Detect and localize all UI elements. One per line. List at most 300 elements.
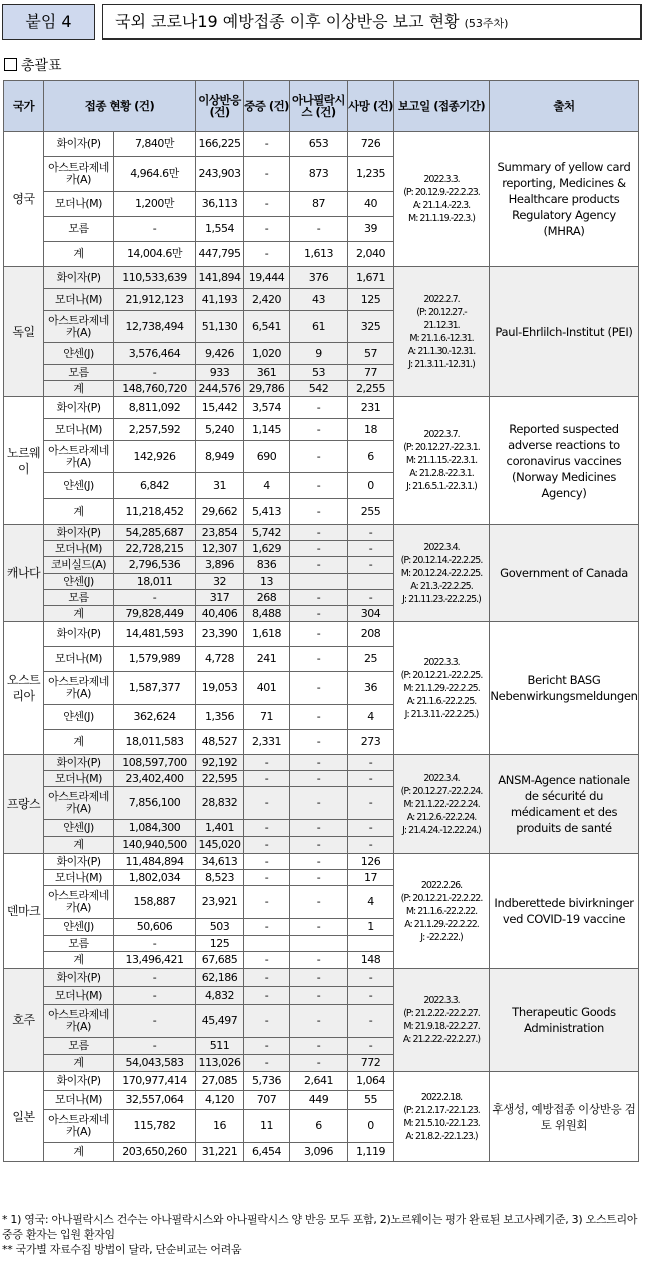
vaccine-name: 화이자(P) <box>44 525 114 541</box>
cell-anaph: - <box>290 441 348 473</box>
table-header <box>4 81 639 132</box>
cell-adverse: 22,595 <box>196 771 244 787</box>
cell-death: - <box>348 525 394 541</box>
country-group <box>4 854 639 969</box>
cell-severe: - <box>244 787 290 820</box>
cell-adverse: 244,576 <box>196 381 244 397</box>
cell-severe: - <box>244 771 290 787</box>
vaccine-name: 모더나(M) <box>44 647 114 672</box>
cell-doses: 18,011 <box>114 574 196 590</box>
vaccine-name: 화이자(P) <box>44 622 114 647</box>
cell-doses: 115,782 <box>114 1110 196 1143</box>
cell-death: 726 <box>348 132 394 157</box>
cell-doses: 140,940,500 <box>114 837 196 854</box>
cell-anaph: - <box>290 730 348 755</box>
cell-death: - <box>348 969 394 987</box>
vaccine-name: 코비실드(A) <box>44 557 114 574</box>
cell-death: - <box>348 837 394 854</box>
cell-adverse: 92,192 <box>196 755 244 771</box>
vaccine-name: 화이자(P) <box>44 854 114 870</box>
vaccine-name: 아스트라제네카(A) <box>44 787 114 820</box>
cell-doses: 3,576,464 <box>114 343 196 365</box>
total-label: 계 <box>44 1143 114 1162</box>
cell-anaph: - <box>290 557 348 574</box>
cell-doses: 11,484,894 <box>114 854 196 870</box>
cell-anaph: - <box>290 419 348 441</box>
cell-doses: - <box>114 217 196 242</box>
cell-severe: 5,736 <box>244 1072 290 1091</box>
cell-death <box>348 574 394 590</box>
cell-doses: 7,856,100 <box>114 787 196 820</box>
cell-anaph: 6 <box>290 1110 348 1143</box>
cell-death: - <box>348 787 394 820</box>
cell-death: 148 <box>348 952 394 969</box>
col-header-adverse: 이상반응 (건) <box>196 81 244 132</box>
cell-doses: 23,402,400 <box>114 771 196 787</box>
report-date: 2022.3.3. (P: 20.12.21.-22.2.25. M: 21.1.29.-22.2.25. A: 21.1.6.-22.2.25. J: 21.3.11.-22.2.25.) <box>394 622 490 755</box>
cell-anaph: 449 <box>290 1091 348 1110</box>
cell-adverse: 141,894 <box>196 267 244 289</box>
cell-adverse: 4,832 <box>196 987 244 1005</box>
vaccine-name: 얀센(J) <box>44 705 114 730</box>
cell-anaph: - <box>290 473 348 499</box>
data-source: Summary of yellow card reporting, Medicines & Healthcare products Regulatory Agency (MHRA) <box>490 132 639 267</box>
cell-adverse: 1,554 <box>196 217 244 242</box>
cell-doses: 18,011,583 <box>114 730 196 755</box>
country-name: 일본 <box>4 1072 44 1162</box>
cell-severe: - <box>244 870 290 886</box>
cell-doses: 158,887 <box>114 886 196 919</box>
cell-anaph: - <box>290 541 348 557</box>
cell-adverse: 503 <box>196 919 244 936</box>
cell-severe: - <box>244 837 290 854</box>
cell-adverse: 15,442 <box>196 397 244 419</box>
cell-adverse: 62,186 <box>196 969 244 987</box>
cell-severe: 5,413 <box>244 499 290 525</box>
cell-severe: 268 <box>244 590 290 606</box>
section-heading <box>4 55 62 75</box>
page-title-suffix: (53주차) <box>464 17 509 30</box>
cell-death: 2,040 <box>348 242 394 267</box>
cell-death: 208 <box>348 622 394 647</box>
data-source: Paul-Ehrlilch-Institut (PEI) <box>490 267 639 397</box>
cell-anaph: - <box>290 590 348 606</box>
cell-severe: 3,574 <box>244 397 290 419</box>
country-name: 독일 <box>4 267 44 397</box>
cell-anaph: - <box>290 217 348 242</box>
cell-doses: - <box>114 1038 196 1055</box>
table-row <box>4 1072 639 1091</box>
vaccine-name: 모름 <box>44 590 114 606</box>
cell-severe: 1,145 <box>244 419 290 441</box>
cell-doses: 110,533,639 <box>114 267 196 289</box>
country-name: 호주 <box>4 969 44 1072</box>
cell-anaph <box>290 574 348 590</box>
table-row <box>4 854 639 870</box>
cell-doses: 6,842 <box>114 473 196 499</box>
cell-anaph: - <box>290 1055 348 1072</box>
cell-adverse: 447,795 <box>196 242 244 267</box>
cell-severe: 690 <box>244 441 290 473</box>
cell-severe: 2,331 <box>244 730 290 755</box>
cell-severe: 4 <box>244 473 290 499</box>
cell-anaph: - <box>290 820 348 837</box>
country-group <box>4 397 639 525</box>
cell-doses: 148,760,720 <box>114 381 196 397</box>
vaccine-name: 모름 <box>44 936 114 952</box>
cell-anaph <box>290 936 348 952</box>
cell-adverse: 28,832 <box>196 787 244 820</box>
data-source: 후생성, 예방접종 이상반응 검토 위원회 <box>490 1072 639 1162</box>
col-header-death: 사망 (건) <box>348 81 394 132</box>
vaccine-name: 화이자(P) <box>44 1072 114 1091</box>
cell-adverse: 145,020 <box>196 837 244 854</box>
cell-severe: 1,020 <box>244 343 290 365</box>
vaccine-name: 아스트라제네카(A) <box>44 1110 114 1143</box>
country-group <box>4 1072 639 1162</box>
cell-severe: - <box>244 242 290 267</box>
cell-severe: 401 <box>244 672 290 705</box>
cell-anaph: - <box>290 397 348 419</box>
cell-death: 1,235 <box>348 157 394 192</box>
cell-severe: - <box>244 217 290 242</box>
cell-death: 1,671 <box>348 267 394 289</box>
vaccine-name: 아스트라제네카(A) <box>44 157 114 192</box>
cell-severe: 8,488 <box>244 606 290 622</box>
cell-doses: 54,043,583 <box>114 1055 196 1072</box>
cell-death: 0 <box>348 473 394 499</box>
cell-anaph: - <box>290 1038 348 1055</box>
col-header-anaphylaxis: 아나필락시스 (건) <box>290 81 348 132</box>
cell-severe: 71 <box>244 705 290 730</box>
cell-anaph: 873 <box>290 157 348 192</box>
cell-adverse: 23,854 <box>196 525 244 541</box>
cell-doses: 12,738,494 <box>114 311 196 343</box>
cell-doses: 108,597,700 <box>114 755 196 771</box>
cell-death: - <box>348 1005 394 1038</box>
cell-doses: 1,579,989 <box>114 647 196 672</box>
cell-death: 2,255 <box>348 381 394 397</box>
cell-severe: - <box>244 755 290 771</box>
table-row <box>4 755 639 771</box>
cell-doses: 2,796,536 <box>114 557 196 574</box>
cell-death: - <box>348 987 394 1005</box>
cell-severe: - <box>244 157 290 192</box>
vaccine-name: 아스트라제네카(A) <box>44 311 114 343</box>
col-header-severe: 중증 (건) <box>244 81 290 132</box>
cell-severe: 836 <box>244 557 290 574</box>
cell-severe: 1,618 <box>244 622 290 647</box>
total-label: 계 <box>44 242 114 267</box>
cell-death: - <box>348 590 394 606</box>
cell-doses: 14,004.6만 <box>114 242 196 267</box>
cell-severe: 6,454 <box>244 1143 290 1162</box>
cell-doses: 32,557,064 <box>114 1091 196 1110</box>
cell-anaph: - <box>290 987 348 1005</box>
vaccine-name: 화이자(P) <box>44 397 114 419</box>
cell-anaph: 542 <box>290 381 348 397</box>
cell-adverse: 4,728 <box>196 647 244 672</box>
cell-death: 17 <box>348 870 394 886</box>
vaccine-name: 모름 <box>44 365 114 381</box>
data-source: Indberettede bivirkninger ved COVID-19 vaccine <box>490 854 639 969</box>
cell-severe: 5,742 <box>244 525 290 541</box>
cell-adverse: 51,130 <box>196 311 244 343</box>
footnote-1: * 1) 영국: 아나필락시스 건수는 아나필락시스와 아나필락시스 양 반응 모두 포함, 2)노르웨이는 평가 완료된 보고사례기준, 3) 오스트리아 중증 환자는 입원 환자임 <box>2 1213 638 1241</box>
cell-doses: 11,218,452 <box>114 499 196 525</box>
footnotes <box>2 1212 646 1257</box>
cell-anaph: - <box>290 525 348 541</box>
cell-doses: 7,840만 <box>114 132 196 157</box>
data-source: Reported suspected adverse reactions to coronavirus vaccines (Norway Medicines Agency) <box>490 397 639 525</box>
vaccine-name: 화이자(P) <box>44 132 114 157</box>
cell-death: - <box>348 820 394 837</box>
cell-death: 4 <box>348 886 394 919</box>
vaccine-name: 얀센(J) <box>44 919 114 936</box>
cell-death <box>348 936 394 952</box>
cell-severe: 29,786 <box>244 381 290 397</box>
cell-adverse: 9,426 <box>196 343 244 365</box>
total-label: 계 <box>44 499 114 525</box>
cell-adverse: 34,613 <box>196 854 244 870</box>
cell-anaph: 61 <box>290 311 348 343</box>
summary-table <box>3 80 639 1162</box>
cell-death: - <box>348 755 394 771</box>
cell-adverse: 48,527 <box>196 730 244 755</box>
country-group <box>4 622 639 755</box>
cell-anaph: 653 <box>290 132 348 157</box>
cell-death: - <box>348 557 394 574</box>
country-name: 캐나다 <box>4 525 44 622</box>
cell-death: 1,119 <box>348 1143 394 1162</box>
cell-severe: 19,444 <box>244 267 290 289</box>
cell-doses: 1,802,034 <box>114 870 196 886</box>
report-date: 2022.3.4. (P: 20.12.27.-22.2.24. M: 21.1.22.-22.2.24. A: 21.2.6.-22.2.24. J: 21.4.24.-12.22.24.) <box>394 755 490 854</box>
cell-doses: 8,811,092 <box>114 397 196 419</box>
cell-severe: - <box>244 192 290 217</box>
col-header-report-date: 보고일 (접종기간) <box>394 81 490 132</box>
col-header-country: 국가 <box>4 81 44 132</box>
cell-death: 255 <box>348 499 394 525</box>
cell-adverse: 31,221 <box>196 1143 244 1162</box>
cell-adverse: 933 <box>196 365 244 381</box>
cell-anaph: - <box>290 919 348 936</box>
cell-severe: 361 <box>244 365 290 381</box>
cell-anaph: 1,613 <box>290 242 348 267</box>
cell-doses: 1,084,300 <box>114 820 196 837</box>
section-label: 총괄표 <box>21 58 62 74</box>
cell-adverse: 29,662 <box>196 499 244 525</box>
cell-death: - <box>348 771 394 787</box>
cell-doses: 170,977,414 <box>114 1072 196 1091</box>
country-name: 영국 <box>4 132 44 267</box>
cell-anaph: - <box>290 771 348 787</box>
data-source: Bericht BASG Nebenwirkungsmeldungen <box>490 622 639 755</box>
cell-anaph: - <box>290 606 348 622</box>
cell-severe: - <box>244 1005 290 1038</box>
report-date: 2022.3.4. (P: 20.12.14.-22.2.25. M: 20.12.24.-22.2.25. A: 21.3.-22.2.25. J: 21.11.23.-22.2.25.) <box>394 525 490 622</box>
cell-death: 772 <box>348 1055 394 1072</box>
cell-adverse: 3,896 <box>196 557 244 574</box>
cell-severe: 11 <box>244 1110 290 1143</box>
data-source: Therapeutic Goods Administration <box>490 969 639 1072</box>
cell-death: 273 <box>348 730 394 755</box>
cell-adverse: 125 <box>196 936 244 952</box>
cell-doses: 50,606 <box>114 919 196 936</box>
cell-adverse: 16 <box>196 1110 244 1143</box>
cell-death: 39 <box>348 217 394 242</box>
vaccine-name: 얀센(J) <box>44 574 114 590</box>
table-row <box>4 267 639 289</box>
cell-adverse: 4,120 <box>196 1091 244 1110</box>
cell-death: 4 <box>348 705 394 730</box>
cell-anaph: - <box>290 969 348 987</box>
cell-doses: - <box>114 590 196 606</box>
page-header <box>2 4 642 42</box>
country-group <box>4 267 639 397</box>
attachment-badge: 붙임 4 <box>2 4 95 40</box>
cell-severe: 241 <box>244 647 290 672</box>
vaccine-name: 모더나(M) <box>44 289 114 311</box>
cell-anaph: - <box>290 952 348 969</box>
vaccine-name: 아스트라제네카(A) <box>44 672 114 705</box>
report-date: 2022.3.3. (P: 21.2.22.-22.2.27. M: 21.9.18.-22.2.27. A: 21.2.22.-22.2.27.) <box>394 969 490 1072</box>
cell-death: 77 <box>348 365 394 381</box>
cell-adverse: 23,921 <box>196 886 244 919</box>
report-date: 2022.2.18. (P: 21.2.17.-22.1.23. M: 21.5.10.-22.1.23. A: 21.8.2.-22.1.23.) <box>394 1072 490 1162</box>
country-name: 노르웨이 <box>4 397 44 525</box>
cell-adverse: 1,401 <box>196 820 244 837</box>
cell-doses: 21,912,123 <box>114 289 196 311</box>
vaccine-name: 모더나(M) <box>44 419 114 441</box>
cell-doses: 2,257,592 <box>114 419 196 441</box>
col-header-source: 출처 <box>490 81 639 132</box>
country-group <box>4 132 639 267</box>
cell-doses: 142,926 <box>114 441 196 473</box>
cell-adverse: 5,240 <box>196 419 244 441</box>
cell-adverse: 113,026 <box>196 1055 244 1072</box>
country-group <box>4 969 639 1072</box>
cell-death: 55 <box>348 1091 394 1110</box>
page-title <box>102 4 642 40</box>
cell-adverse: 12,307 <box>196 541 244 557</box>
cell-doses: - <box>114 365 196 381</box>
cell-adverse: 45,497 <box>196 1005 244 1038</box>
data-source: ANSM-Agence nationale de sécurité du médicament et des produits de santé <box>490 755 639 854</box>
cell-severe: 707 <box>244 1091 290 1110</box>
cell-doses: 4,964.6만 <box>114 157 196 192</box>
cell-anaph: - <box>290 870 348 886</box>
cell-severe: 1,629 <box>244 541 290 557</box>
vaccine-name: 아스트라제네카(A) <box>44 886 114 919</box>
cell-severe: - <box>244 969 290 987</box>
total-label: 계 <box>44 381 114 397</box>
report-date: 2022.2.26. (P: 20.12.21.-22.2.22. M: 21.1.6.-22.2.22. A: 21.1.29.-22.2.22. J: -22.2.22.) <box>394 854 490 969</box>
vaccine-name: 모더나(M) <box>44 541 114 557</box>
report-date: 2022.3.7. (P: 20.12.27.-22.3.1. M: 21.1.15.-22.3.1. A: 21.2.8.-22.3.1. J: 21.6.5.1.-22.3.1.) <box>394 397 490 525</box>
cell-severe: - <box>244 1055 290 1072</box>
cell-death: 1 <box>348 919 394 936</box>
cell-doses: - <box>114 987 196 1005</box>
total-label: 계 <box>44 1055 114 1072</box>
cell-anaph: 43 <box>290 289 348 311</box>
cell-death: 231 <box>348 397 394 419</box>
cell-doses: 1,587,377 <box>114 672 196 705</box>
vaccine-name: 모더나(M) <box>44 870 114 886</box>
cell-doses: 79,828,449 <box>114 606 196 622</box>
table-row <box>4 969 639 987</box>
cell-adverse: 36,113 <box>196 192 244 217</box>
cell-adverse: 23,390 <box>196 622 244 647</box>
cell-anaph: 87 <box>290 192 348 217</box>
cell-death: 36 <box>348 672 394 705</box>
vaccine-name: 모름 <box>44 1038 114 1055</box>
country-name: 오스트리아 <box>4 622 44 755</box>
table-row <box>4 525 639 541</box>
vaccine-name: 아스트라제네카(A) <box>44 441 114 473</box>
data-source: Government of Canada <box>490 525 639 622</box>
cell-adverse: 317 <box>196 590 244 606</box>
col-header-doses: 접종 현황 (건) <box>44 81 196 132</box>
cell-anaph: 2,641 <box>290 1072 348 1091</box>
cell-severe: 6,541 <box>244 311 290 343</box>
cell-death: 125 <box>348 289 394 311</box>
total-label: 계 <box>44 952 114 969</box>
cell-doses: 1,200만 <box>114 192 196 217</box>
cell-severe: - <box>244 987 290 1005</box>
cell-severe: - <box>244 886 290 919</box>
report-date: 2022.2.7. (P: 20.12.27.- 21.12.31. M: 21.1.6.-12.31. A: 21.1.30.-12.31. J: 21.3.11.-12.31.) <box>394 267 490 397</box>
vaccine-name: 화이자(P) <box>44 267 114 289</box>
page-title-text: 국외 코로나19 예방접종 이후 이상반응 보고 현황 <box>115 12 460 31</box>
cell-anaph: - <box>290 854 348 870</box>
cell-adverse: 32 <box>196 574 244 590</box>
cell-severe: - <box>244 919 290 936</box>
cell-anaph: - <box>290 705 348 730</box>
cell-death: 126 <box>348 854 394 870</box>
cell-doses: - <box>114 969 196 987</box>
cell-death: 40 <box>348 192 394 217</box>
table-row <box>4 132 639 157</box>
cell-death: - <box>348 541 394 557</box>
cell-anaph: 376 <box>290 267 348 289</box>
cell-death: 18 <box>348 419 394 441</box>
total-label: 계 <box>44 837 114 854</box>
cell-anaph: - <box>290 499 348 525</box>
cell-anaph: - <box>290 1005 348 1038</box>
footnote-2: ** 국가별 자료수집 방법이 달라, 단순비교는 어려움 <box>2 1243 242 1256</box>
cell-adverse: 166,225 <box>196 132 244 157</box>
cell-death: 25 <box>348 647 394 672</box>
cell-doses: 54,285,687 <box>114 525 196 541</box>
cell-adverse: 41,193 <box>196 289 244 311</box>
cell-adverse: 19,053 <box>196 672 244 705</box>
cell-adverse: 27,085 <box>196 1072 244 1091</box>
cell-severe <box>244 936 290 952</box>
total-label: 계 <box>44 730 114 755</box>
cell-doses: 203,650,260 <box>114 1143 196 1162</box>
cell-anaph: - <box>290 672 348 705</box>
cell-death: 325 <box>348 311 394 343</box>
cell-severe: - <box>244 854 290 870</box>
cell-severe: - <box>244 1038 290 1055</box>
cell-severe: 13 <box>244 574 290 590</box>
vaccine-name: 화이자(P) <box>44 969 114 987</box>
cell-death: - <box>348 1038 394 1055</box>
cell-anaph: - <box>290 837 348 854</box>
vaccine-name: 모름 <box>44 217 114 242</box>
vaccine-name: 모더나(M) <box>44 1091 114 1110</box>
